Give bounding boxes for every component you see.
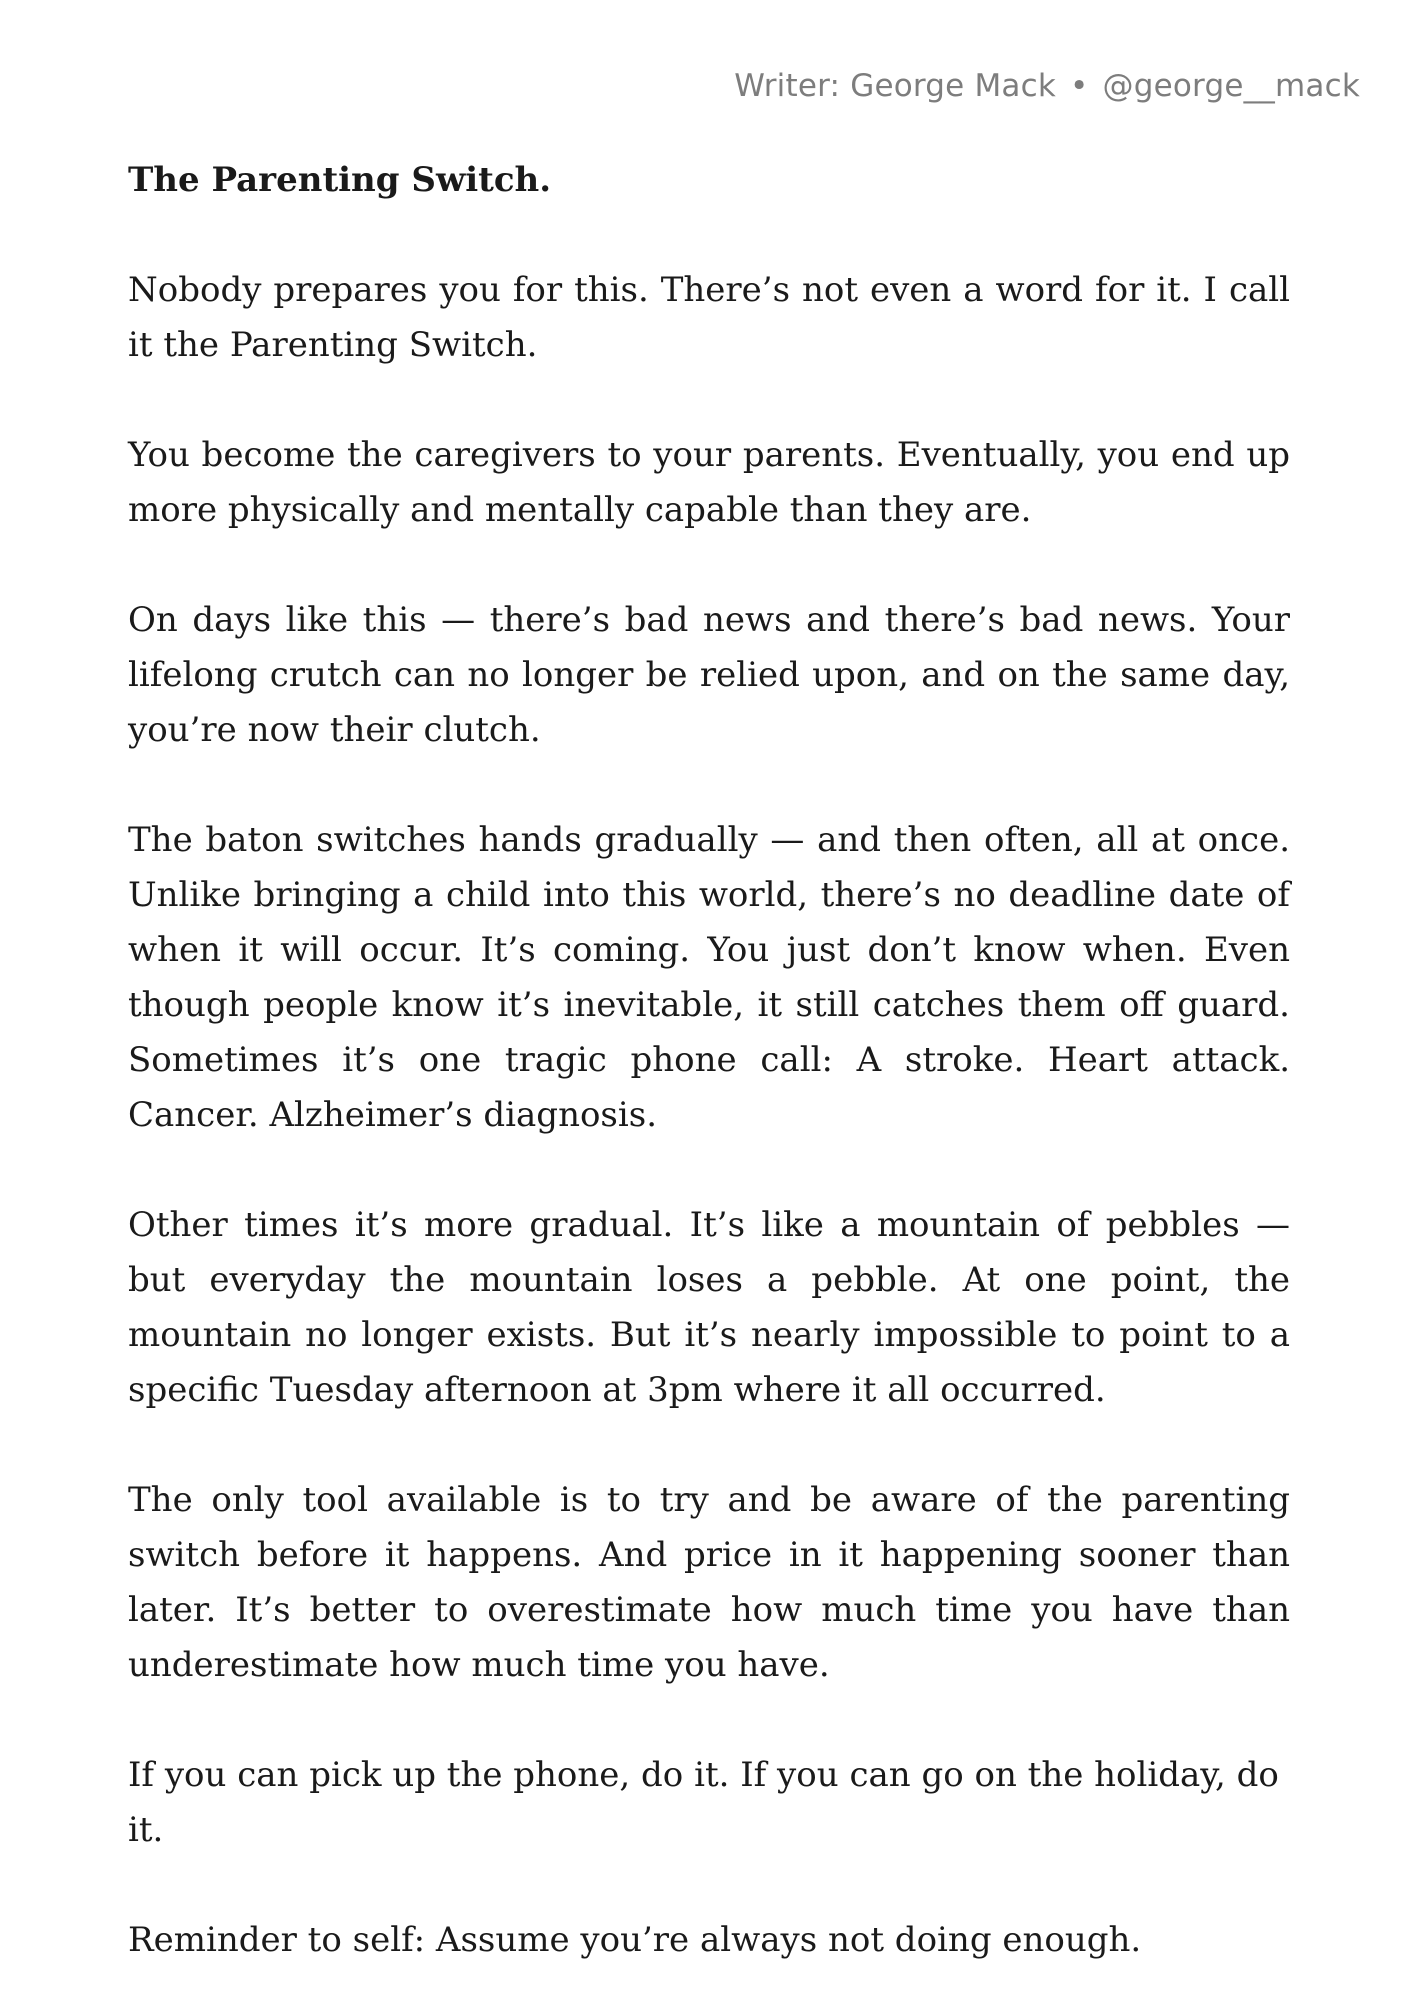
byline-separator: • xyxy=(1070,68,1089,104)
paragraph-3: On days like this — there’s bad news and there’s bad news. Your lifelong crutch can no longer be relied upon, and on the same day, you’re now their clutch. xyxy=(128,600,1290,750)
paragraph-6: The only tool available is to try and be aware of the parenting switch before it happens. And price in it happening sooner than later. It’s better to overestimate how much time you have than underestimate how much time you have. xyxy=(128,1480,1290,1685)
article-title: The Parenting Switch. xyxy=(128,160,552,200)
byline xyxy=(734,68,1360,104)
paragraph-7: If you can pick up the phone, do it. If you can go on the holiday, do it. xyxy=(128,1755,1279,1850)
paragraph-4: The baton switches hands gradually — and then often, all at once. Unlike bringing a child into this world, there’s no deadline date of when it will occur. It’s coming. You just don’t know when. Even though people know it’s inevitable, it still catches them off guard. Sometimes it’s one tragic phone call: A stroke. Heart attack. Cancer. Alzheimer’s diagnosis. xyxy=(128,820,1290,1135)
paragraph-8: Reminder to self: Assume you’re always not doing enough. xyxy=(128,1920,1142,1960)
writer-credit: Writer: George Mack xyxy=(734,68,1057,104)
paragraph-2: You become the caregivers to your parents. Eventually, you end up more physically and mentally capable than they are. xyxy=(128,435,1290,530)
author-handle: @george__mack xyxy=(1102,68,1360,104)
paragraph-1: Nobody prepares you for this. There’s not even a word for it. I call it the Parenting Switch. xyxy=(128,270,1290,365)
article-body xyxy=(128,153,1290,1968)
paragraph-5: Other times it’s more gradual. It’s like a mountain of pebbles — but everyday the mountain loses a pebble. At one point, the mountain no longer exists. But it’s nearly impossible to point to a specific Tuesday afternoon at 3pm where it all occurred. xyxy=(128,1205,1290,1410)
